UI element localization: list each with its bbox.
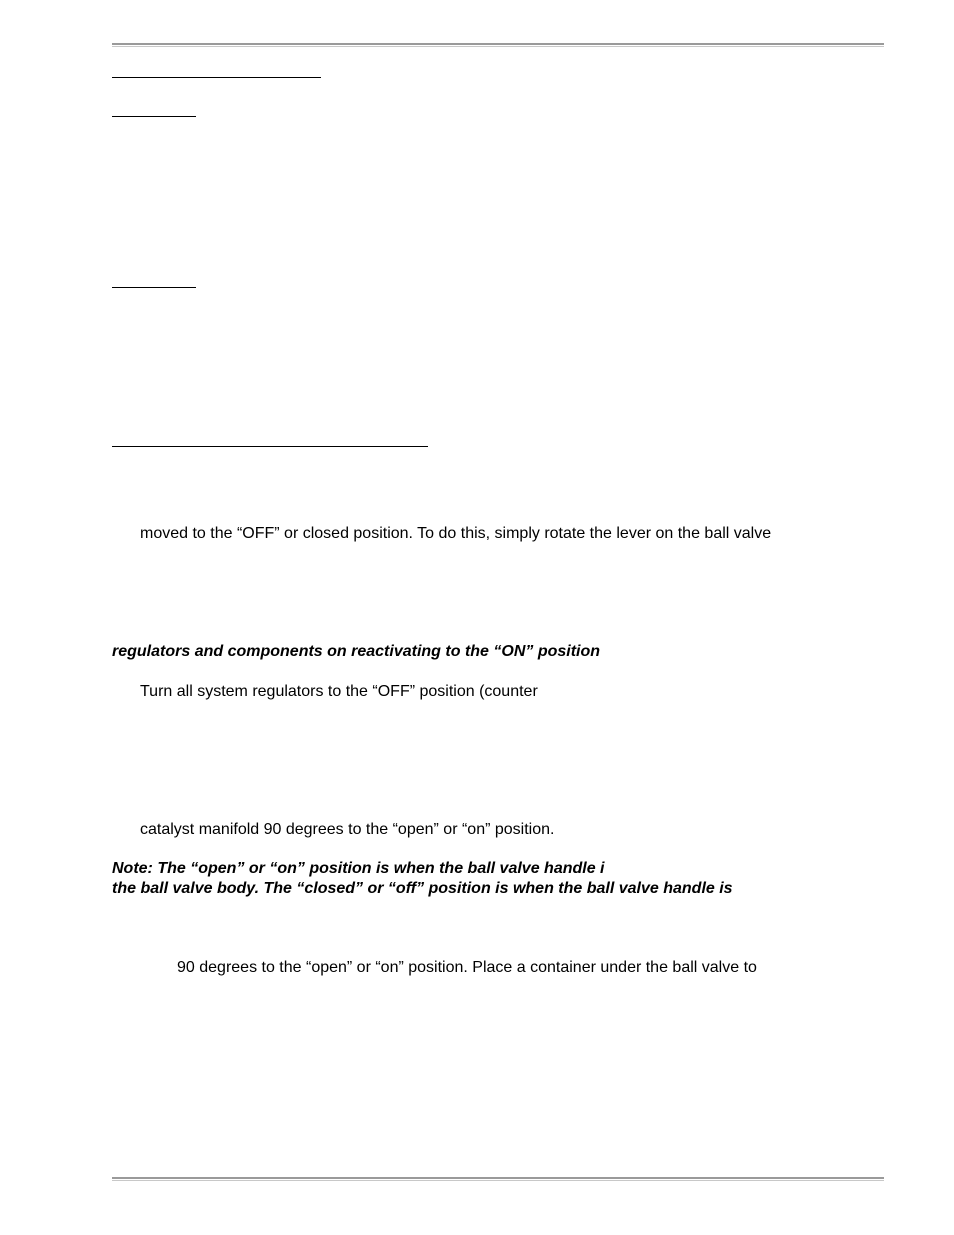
header-rule <box>112 43 884 47</box>
paragraph-catalyst-manifold: catalyst manifold 90 degrees to the “open” or “on” position. <box>140 821 555 838</box>
note-line-2: the ball valve body. The “closed” or “off” position is when the ball valve handle is <box>112 880 733 897</box>
note-line-1: Note: The “open” or “on” position is when the ball valve handle i <box>112 860 605 877</box>
subheading-underline-1 <box>112 116 196 117</box>
paragraph-ball-valve-off: moved to the “OFF” or closed position. To do this, simply rotate the lever on the ball valve <box>140 525 772 542</box>
subheading-underline-2 <box>112 287 196 288</box>
heading-underline-2 <box>112 446 428 447</box>
footer-rule <box>112 1177 884 1181</box>
paragraph-container: 90 degrees to the “open” or “on” position. Place a container under the ball valve to <box>177 959 757 976</box>
caution-text: regulators and components on reactivating to the “ON” position <box>112 643 601 660</box>
paragraph-regulators-off: Turn all system regulators to the “OFF” position (counter <box>140 683 538 700</box>
heading-underline-1 <box>112 77 321 78</box>
